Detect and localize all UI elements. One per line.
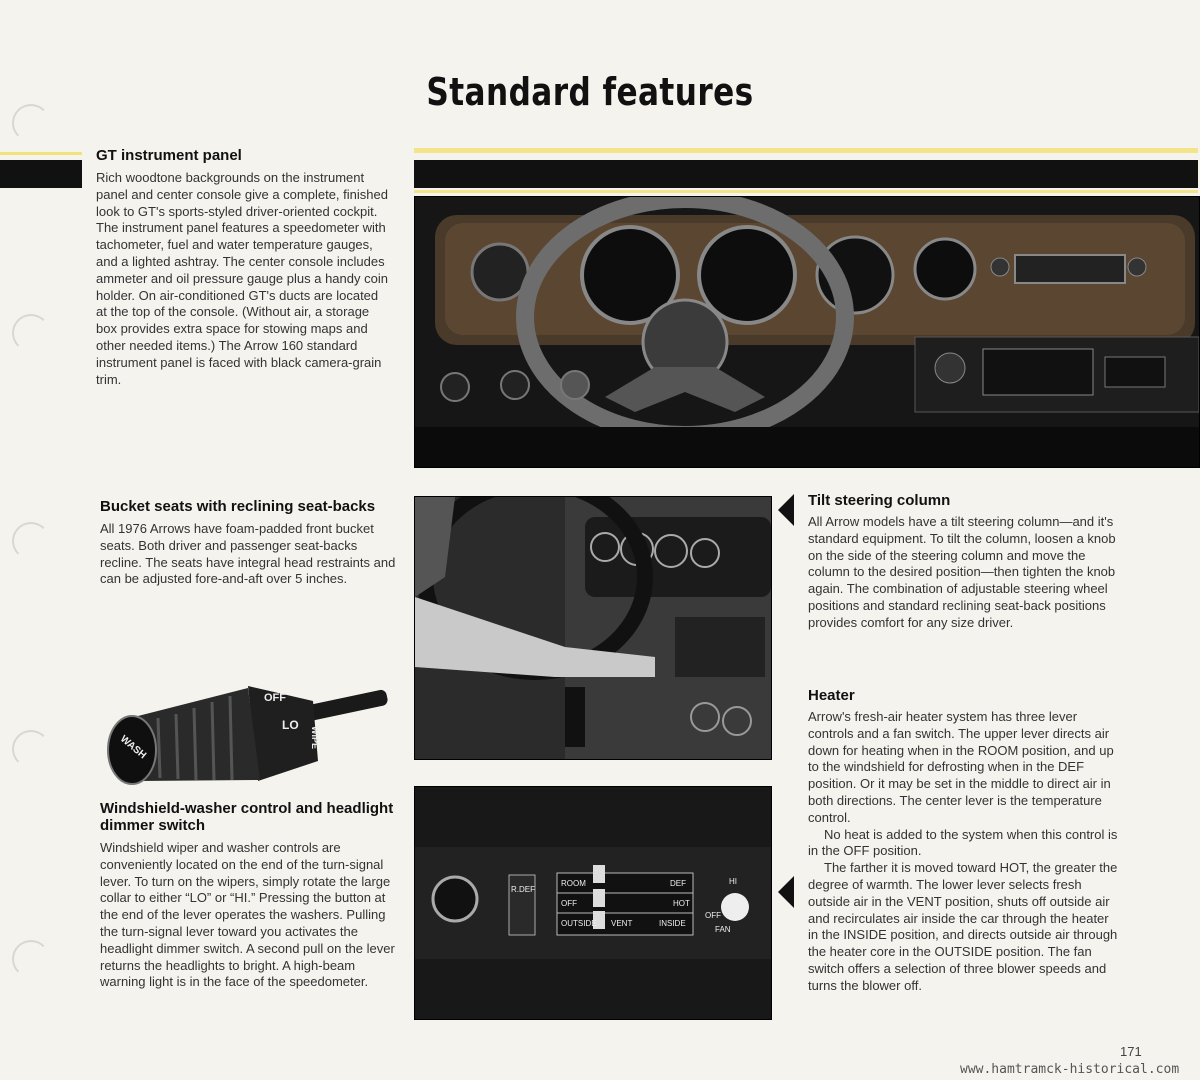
accent-stripe <box>414 148 1198 153</box>
wiper-knob-illustration <box>98 676 388 794</box>
section-body: No heat is added to the system when this control is in the OFF position. <box>808 826 1118 859</box>
accent-bar <box>414 160 1198 188</box>
tilt-steering-photo <box>414 496 772 760</box>
heater-label: OFF <box>705 911 721 920</box>
section-gt-instrument-panel <box>96 147 392 388</box>
section-heater <box>808 687 1120 995</box>
binder-hole <box>12 522 50 560</box>
section-washer-control <box>100 800 396 991</box>
section-body: All Arrow models have a tilt steering column—and it's standard equipment. To tilt the column, loosen a knob on the side of the steering column and move the column to the desired position—then tighten the knob again. The combination of adjustable steering wheel positions and standard reclining seat-back positions provides comfort for any size driver. <box>808 514 1116 630</box>
heater-label: FAN <box>715 925 731 934</box>
section-heading: Windshield-washer control and headlight dimmer switch <box>100 800 394 834</box>
dashboard-photo <box>414 196 1200 468</box>
heater-label: INSIDE <box>659 919 686 928</box>
pointer-arrow-icon <box>778 876 794 908</box>
binder-hole <box>12 314 50 352</box>
accent-bar <box>0 160 82 188</box>
knob-label: WASH <box>117 733 149 762</box>
section-bucket-seats <box>100 498 396 588</box>
section-heading: Bucket seats with reclining seat-backs <box>100 498 376 515</box>
heater-label: HOT <box>673 899 690 908</box>
heater-label: HI <box>729 877 737 886</box>
heater-label: DEF <box>670 879 686 888</box>
watermark: www.hamtramck-historical.com <box>960 1062 1180 1077</box>
heater-label: OUTSIDE <box>561 919 597 928</box>
accent-stripe <box>0 152 82 155</box>
heater-control-photo <box>414 786 772 1020</box>
binder-hole <box>12 730 50 768</box>
section-body: Arrow's fresh-air heater system has three lever controls and a fan switch. The upper lever directs air down for heating when in the ROOM position, and up to the windshield for defrosting when in the DEF position. Or it may be set in the middle to direct air in both directions. The center lever is the temperature control. <box>808 709 1114 825</box>
section-body: Rich woodtone backgrounds on the instrument panel and center console give a complete, finished look to GT's sports-styled driver-oriented cockpit. The instrument panel features a speedometer with tachometer, fuel and water temperature gauges, and a lighted ashtray. The center console includes ammeter and oil pressure gauge plus a handy coin holder. On air-conditioned GT's ducts are located at the top of the console. (Without air, a storage box provides extra space for stowing maps and other needed items.) The Arrow 160 standard instrument panel is faced with black camera-grain trim. <box>96 170 388 387</box>
pointer-arrow-icon <box>778 494 794 526</box>
accent-stripe <box>414 190 1198 193</box>
knob-label: OFF <box>264 692 286 704</box>
page-title: Standard features <box>426 70 754 114</box>
binder-hole <box>12 940 50 978</box>
heater-label: ROOM <box>561 879 586 888</box>
section-heading: GT instrument panel <box>96 147 242 164</box>
page-number: 171 <box>1120 1044 1142 1059</box>
section-body: All 1976 Arrows have foam-padded front bucket seats. Both driver and passenger seat-backs recline. The seats have integral head restraints and can be adjusted fore-and-aft over 5 inches. <box>100 521 396 587</box>
section-tilt-steering <box>808 492 1120 632</box>
heater-label: VENT <box>611 919 633 928</box>
section-body: Windshield wiper and washer controls are conveniently located on the end of the turn-signal lever. To turn on the wipers, simply rotate the large collar to either “LO” or “HI.” Pressing the button at the end of the lever operates the washers. Pulling the turn-signal lever toward you activates the headlight dimmer switch. A second pull on the lever returns the headlights to bright. A high-beam warning light is in the face of the speedometer. <box>100 840 395 990</box>
heater-label: OFF <box>561 899 577 908</box>
knob-label: LO <box>282 718 299 732</box>
section-heading: Tilt steering column <box>808 492 951 509</box>
heater-label: R.DEF <box>511 885 535 894</box>
section-body: The farther it is moved toward HOT, the greater the degree of warmth. The lower lever selects fresh outside air in the VENT position, shuts off outside air and recirculates air inside the car through the heater in the INSIDE position, and directs outside air through the heater core in the OUTSIDE position. The fan switch offers a selection of three blower speeds and turns the blower off. <box>808 860 1118 993</box>
knob-label: WIPE <box>310 726 320 750</box>
binder-hole <box>12 104 50 142</box>
section-heading: Heater <box>808 687 855 704</box>
